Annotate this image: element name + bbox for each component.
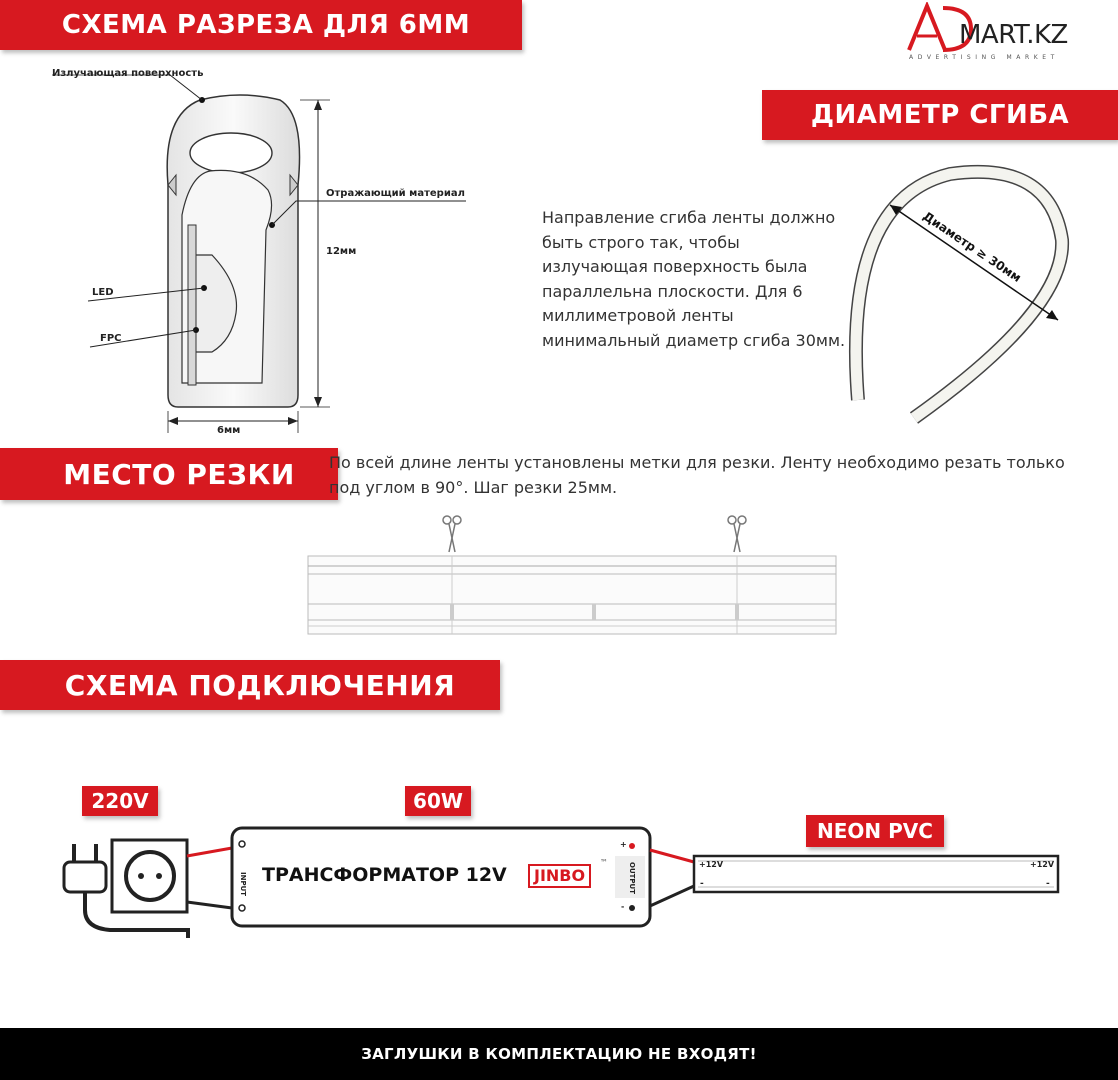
scissors-icon bbox=[443, 516, 461, 552]
neon-tag: NEON PVC bbox=[806, 815, 944, 847]
output-plus: + bbox=[620, 840, 627, 849]
section-title-cut-place: МЕСТО РЕЗКИ bbox=[63, 457, 295, 491]
logo-mart-text: MART.KZ bbox=[959, 20, 1068, 50]
strip-plus-right: +12V bbox=[1030, 860, 1055, 869]
section-banner-cut-scheme bbox=[0, 0, 522, 50]
label-led: LED bbox=[92, 287, 114, 298]
power-tag: 60W bbox=[405, 786, 471, 816]
bend-description: Направление сгиба ленты должно быть строго так, чтобы излучающая поверхность была параллельна плоскости. Для 6 миллиметровой ленты минимальный диаметр сгиба 30мм. bbox=[542, 208, 846, 350]
voltage-tag: 220V bbox=[82, 786, 158, 816]
scissors-icon bbox=[728, 516, 746, 552]
strip-plus-left: +12V bbox=[699, 860, 724, 869]
label-emitting-surface: Излучающая поверхность bbox=[52, 68, 204, 79]
label-width: 6мм bbox=[217, 425, 241, 436]
transformer-label: ТРАНСФОРМАТОР 12V bbox=[262, 864, 507, 886]
cut-description: По всей длине ленты установлены метки для резки. Ленту необходимо резать только под углом в 90°. Шаг резки 25мм. bbox=[329, 453, 1065, 497]
section-title-cut-scheme: СХЕМА РАЗРЕЗА ДЛЯ 6ММ bbox=[61, 10, 471, 40]
footer-notice bbox=[0, 1028, 1118, 1080]
admart-logo bbox=[905, 2, 1085, 66]
socket-icon bbox=[112, 840, 187, 912]
diameter-label: Диаметр ≥ 30мм bbox=[920, 208, 1024, 286]
bend-diagram bbox=[840, 160, 1080, 440]
brand-badge: JINBO bbox=[528, 864, 591, 888]
label-fpc: FPC bbox=[100, 333, 122, 344]
section-title-bend-diameter: ДИАМЕТР СГИБА bbox=[810, 100, 1070, 130]
label-reflective-material: Отражающий материал bbox=[326, 188, 465, 199]
section-banner-cut-place bbox=[0, 448, 338, 500]
output-minus: - bbox=[621, 902, 625, 911]
cross-section-diagram bbox=[0, 55, 480, 450]
cut-diagram bbox=[300, 510, 840, 640]
brand-tm: ™ bbox=[600, 858, 608, 867]
strip-minus-left: - bbox=[700, 879, 704, 889]
section-title-connection: СХЕМА ПОДКЛЮЧЕНИЯ bbox=[64, 668, 456, 702]
footer-text: ЗАГЛУШКИ В КОМПЛЕКТАЦИЮ НЕ ВХОДЯТ! bbox=[361, 1045, 757, 1063]
profile-top-oval bbox=[190, 133, 272, 173]
diameter-line bbox=[890, 205, 1058, 320]
output-label: OUTPUT bbox=[628, 862, 636, 894]
input-label: INPUT bbox=[239, 872, 247, 897]
label-height: 12мм bbox=[326, 246, 357, 257]
section-banner-connection bbox=[0, 660, 500, 710]
section-banner-bend-diameter bbox=[762, 90, 1118, 140]
strip-minus-right: - bbox=[1046, 879, 1050, 889]
fpc-board-shape bbox=[188, 225, 196, 385]
logo-subtitle: ADVERTISING MARKET bbox=[909, 54, 1059, 61]
